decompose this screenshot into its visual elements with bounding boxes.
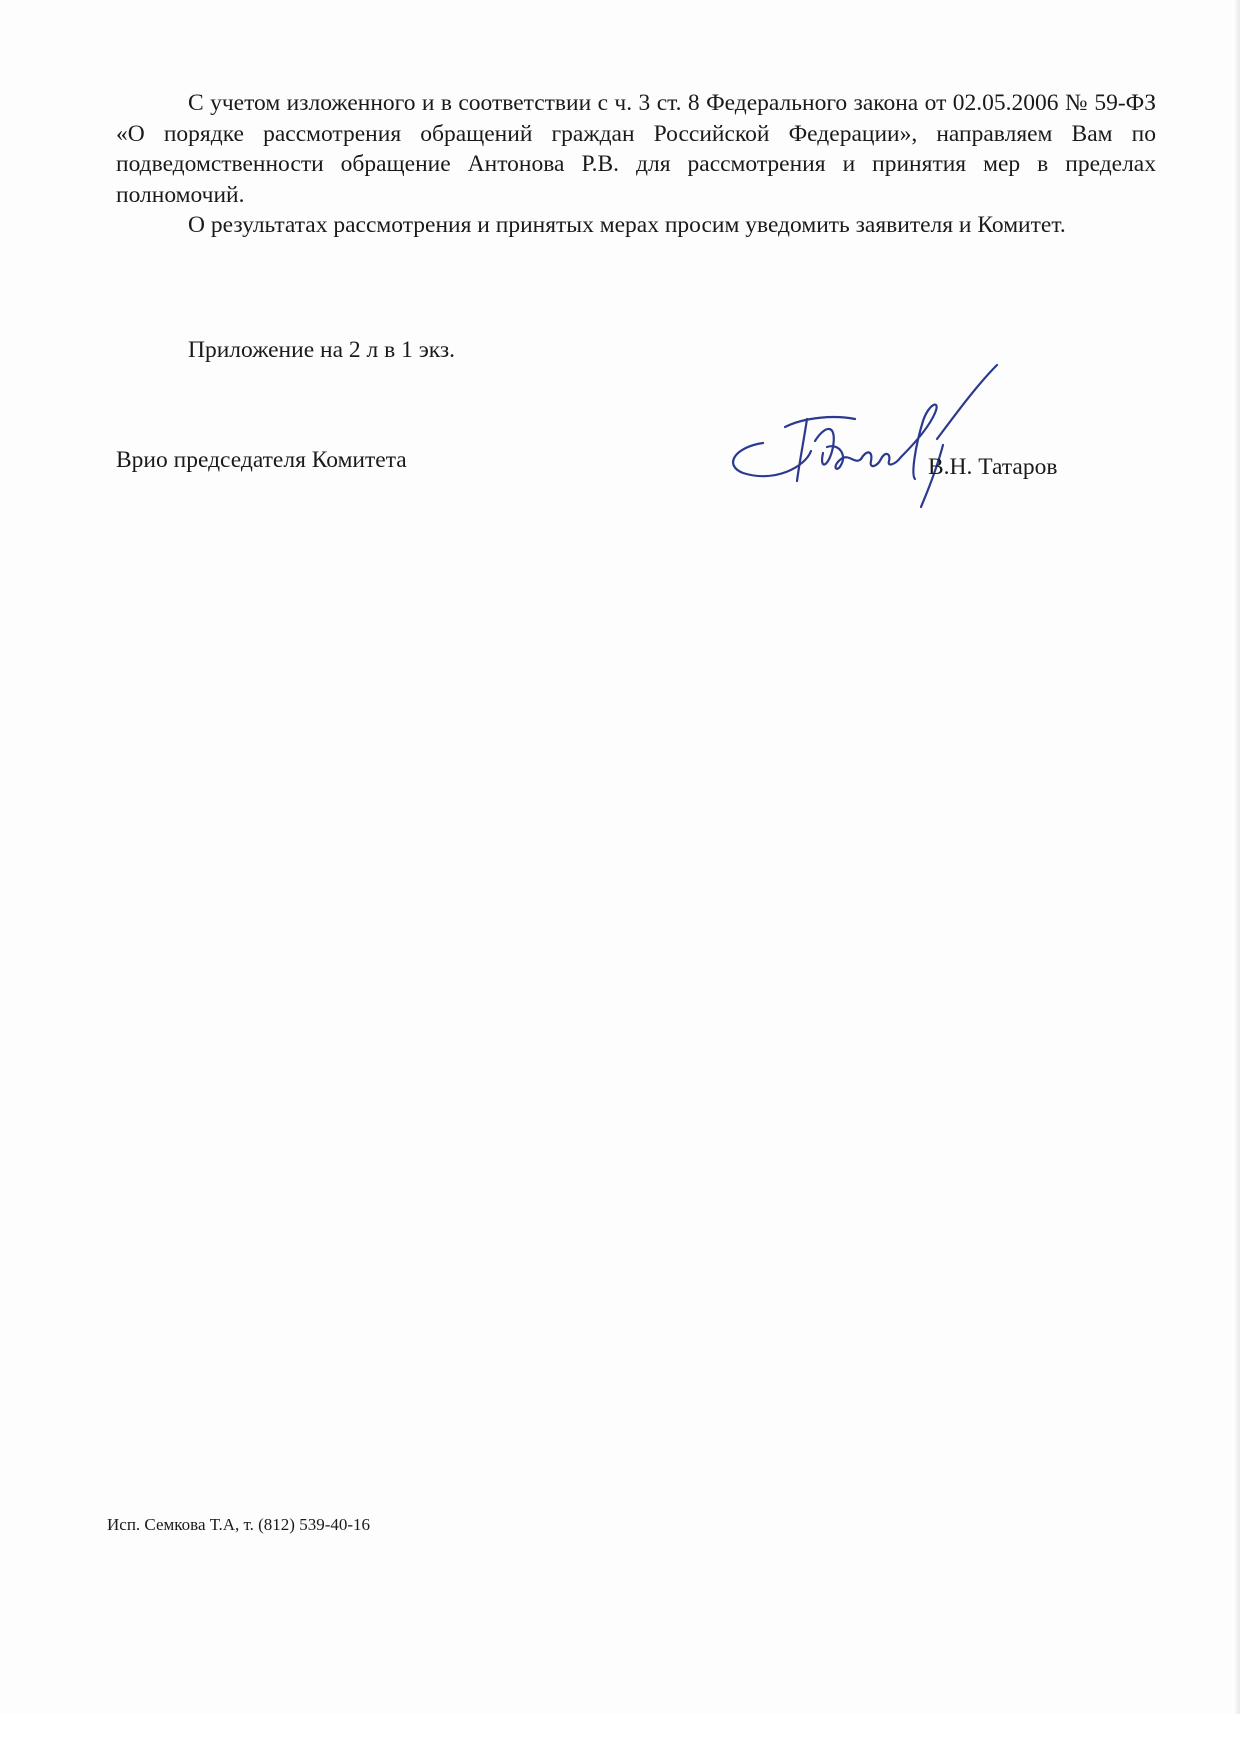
scan-bottom-margin bbox=[0, 1714, 1240, 1754]
paragraph-notification-request: О результатах рассмотрения и принятых мерах просим уведомить заявителя и Комитет. bbox=[188, 212, 1066, 238]
signatory-name: В.Н. Татаров bbox=[928, 454, 1058, 480]
attachment-note: Приложение на 2 л в 1 экз. bbox=[188, 337, 456, 363]
scan-edge-shadow bbox=[1234, 0, 1240, 1754]
paragraph-forwarding: С учетом изложенного и в соответствии с ч. 3 ст. 8 Федерального закона от 02.05.2006 № 59-ФЗ «О порядке рассмотрения обращений граждан Российской Федерации», направляем Вам по подведомственности обращение Антонова Р.В. для рассмотрения и принятия мер в пределах полномочий. bbox=[116, 90, 1156, 208]
signatory-position: Врио председателя Комитета bbox=[116, 447, 407, 473]
letter-body bbox=[116, 88, 1156, 241]
executor-contact: Исп. Семкова Т.А, т. (812) 539-40-16 bbox=[107, 1515, 371, 1534]
handwritten-signature bbox=[715, 355, 1075, 515]
